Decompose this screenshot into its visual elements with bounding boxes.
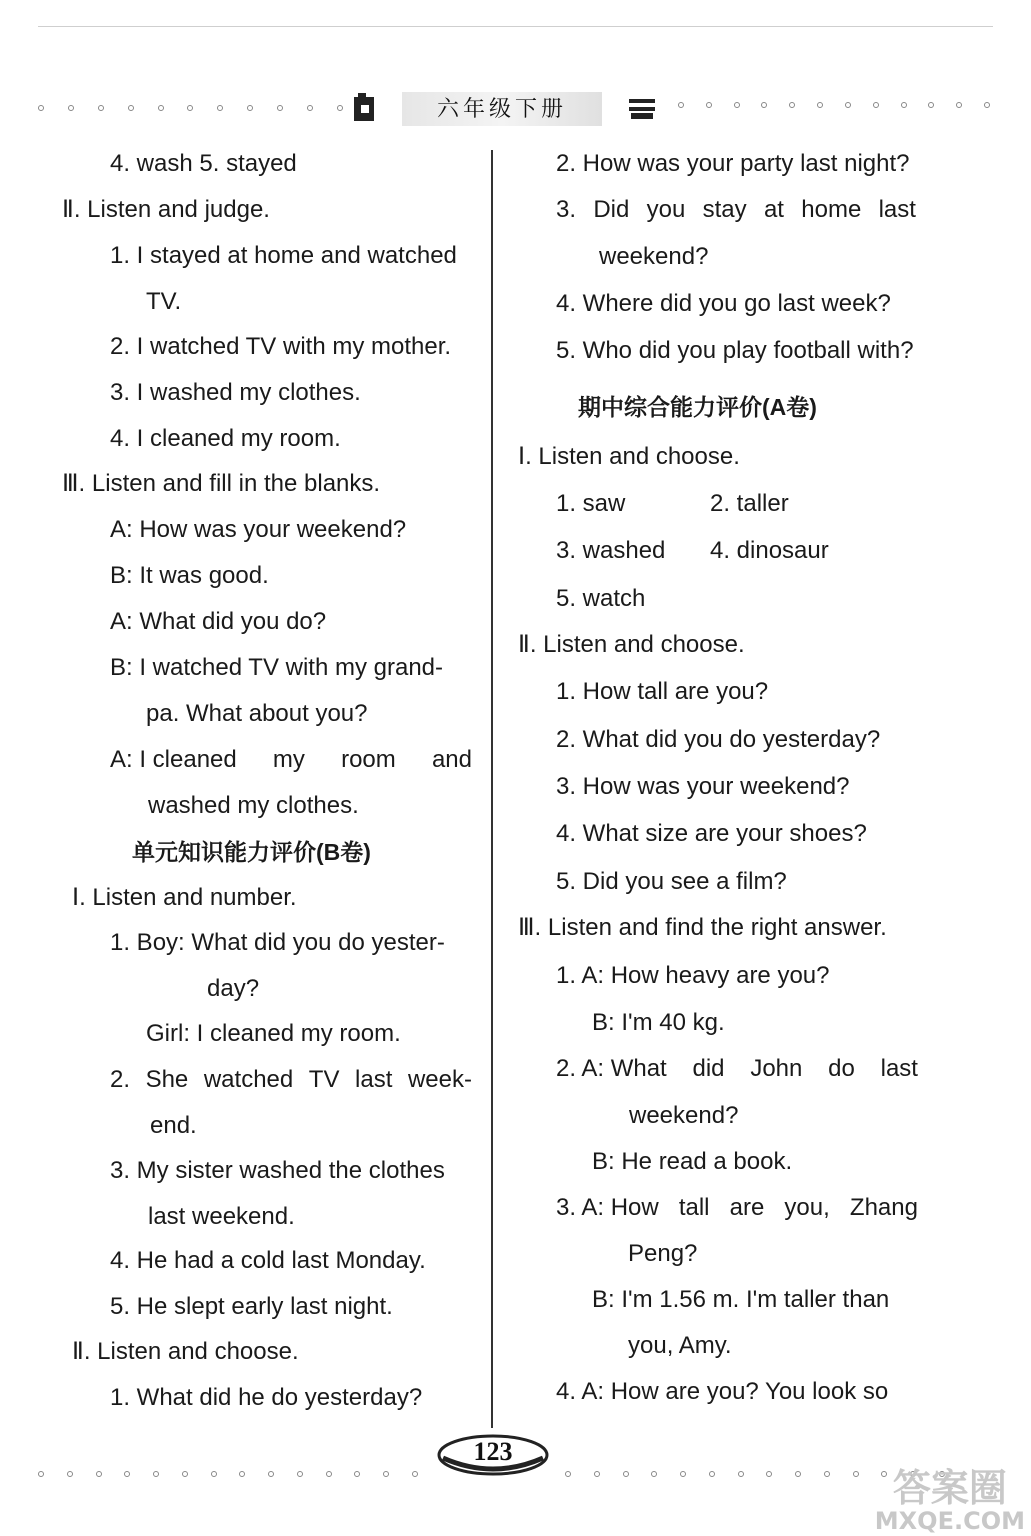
- answer-line: 2. What did you do yesterday?: [556, 726, 881, 753]
- decorative-dot: [354, 1471, 360, 1477]
- decorative-dot: [239, 1471, 245, 1477]
- decorative-dot: [853, 1471, 859, 1477]
- decorative-dot: [307, 105, 313, 111]
- word: and: [431, 746, 472, 773]
- decorative-dot: [128, 105, 134, 111]
- section-heading: Ⅲ. Listen and find the right answer.: [518, 914, 887, 941]
- section-heading: Ⅰ. Listen and choose.: [518, 443, 740, 470]
- decorative-dot: [594, 1471, 600, 1477]
- word: 2.: [110, 1066, 131, 1093]
- word: Did: [593, 196, 630, 223]
- decorative-dot: [211, 1471, 217, 1477]
- answer-line: 3. I washed my clothes.: [110, 379, 361, 406]
- word: John: [750, 1055, 803, 1082]
- decorative-dot: [187, 105, 193, 111]
- dialogue-line: B: I'm 40 kg.: [592, 1009, 725, 1036]
- decorative-dot: [337, 105, 343, 111]
- answer-line: 2. taller: [710, 490, 789, 517]
- dialogue-line: weekend?: [629, 1102, 739, 1129]
- decorative-dot: [845, 102, 851, 108]
- answer-line: 3. How was your weekend?: [556, 773, 850, 800]
- word: you: [646, 196, 686, 223]
- decorative-dot: [277, 105, 283, 111]
- answer-line: 1. Boy: What did you do yester-: [110, 929, 445, 956]
- word: do: [828, 1055, 855, 1082]
- decorative-dot: [789, 102, 795, 108]
- watermark: [875, 1468, 1025, 1534]
- decorative-dot: [38, 1471, 44, 1477]
- decorative-dot: [824, 1471, 830, 1477]
- word: week-: [407, 1066, 472, 1093]
- decorative-dot: [247, 105, 253, 111]
- word: at: [763, 196, 784, 223]
- decorative-dot: [38, 105, 44, 111]
- answer-line: [556, 196, 916, 224]
- decorative-dot: [67, 1471, 73, 1477]
- unit-heading: 单元知识能力评价(B卷): [132, 839, 371, 865]
- section-heading: Ⅱ. Listen and choose.: [518, 631, 745, 658]
- decorative-dot: [565, 1471, 571, 1477]
- decorative-dot: [678, 102, 684, 108]
- dialogue-line: pa. What about you?: [146, 700, 368, 727]
- decorative-dot: [158, 105, 164, 111]
- word: TV: [308, 1066, 340, 1093]
- answer-line: last weekend.: [148, 1203, 295, 1230]
- answer-line: Girl: I cleaned my room.: [146, 1020, 401, 1047]
- decorative-dot: [766, 1471, 772, 1477]
- unit-heading: 期中综合能力评价(A卷): [578, 394, 817, 420]
- word: watched: [203, 1066, 294, 1093]
- dialogue-line: [556, 1194, 918, 1222]
- decorative-dot: [984, 102, 990, 108]
- word: 3.: [556, 196, 577, 223]
- page-number: 123: [473, 1437, 513, 1466]
- footer-dots-left: [38, 1471, 418, 1477]
- decorative-dot: [817, 102, 823, 108]
- word: stay: [702, 196, 747, 223]
- decorative-dot: [217, 105, 223, 111]
- decorative-dot: [182, 1471, 188, 1477]
- decorative-dot: [680, 1471, 686, 1477]
- section-heading: Ⅱ. Listen and choose.: [72, 1338, 299, 1365]
- answer-line: 1. What did he do yesterday?: [110, 1384, 423, 1411]
- decorative-dot: [96, 1471, 102, 1477]
- section-heading: Ⅱ. Listen and judge.: [62, 196, 270, 223]
- dialogue-line: washed my clothes.: [148, 792, 359, 819]
- word: last: [880, 1055, 918, 1082]
- decorative-dot: [623, 1471, 629, 1477]
- decorative-dot: [124, 1471, 130, 1477]
- decorative-dot: [326, 1471, 332, 1477]
- word: are: [729, 1194, 765, 1221]
- word: tall: [678, 1194, 710, 1221]
- dialogue-line: B: It was good.: [110, 562, 269, 589]
- decorative-dot: [651, 1471, 657, 1477]
- decorative-dot: [706, 102, 712, 108]
- decorative-dot: [795, 1471, 801, 1477]
- word: last: [878, 196, 916, 223]
- book-icon: [352, 93, 378, 123]
- dialogue-line: A: How was your weekend?: [110, 516, 407, 543]
- decorative-dot: [709, 1471, 715, 1477]
- decorative-dot: [153, 1471, 159, 1477]
- decorative-dot: [68, 105, 74, 111]
- dialogue-line: you, Amy.: [628, 1332, 732, 1359]
- column-divider: [491, 150, 493, 1428]
- word: Zhang: [849, 1194, 918, 1221]
- answer-line: end.: [150, 1112, 197, 1139]
- dialogue-line: 4. A: How are you? You look so: [556, 1378, 889, 1405]
- decorative-dot: [901, 102, 907, 108]
- tv-icon: [628, 98, 656, 120]
- decorative-dot: [928, 102, 934, 108]
- decorative-dot: [268, 1471, 274, 1477]
- word: room: [341, 746, 396, 773]
- section-heading: Ⅰ. Listen and number.: [72, 884, 297, 911]
- header-dots-right: [678, 102, 990, 108]
- watermark-bottom: MXQE.COM: [874, 1507, 1025, 1535]
- decorative-dot: [873, 102, 879, 108]
- answer-line: weekend?: [599, 243, 709, 270]
- answer-line: 2. I watched TV with my mother.: [110, 333, 452, 360]
- answer-line: 4. wash 5. stayed: [110, 150, 297, 177]
- section-heading: Ⅲ. Listen and fill in the blanks.: [62, 470, 381, 497]
- decorative-dot: [956, 102, 962, 108]
- header-dots-left: [38, 105, 343, 111]
- dialogue-line: B: I watched TV with my grand-: [110, 654, 444, 681]
- header-title: 六年级下册: [402, 92, 602, 126]
- decorative-dot: [412, 1471, 418, 1477]
- answer-line: 5. Who did you play football with?: [556, 337, 914, 364]
- answer-line: 3. washed: [556, 537, 666, 564]
- answer-line: [110, 1066, 472, 1094]
- answer-line: 4. dinosaur: [710, 537, 829, 564]
- dialogue-line: [556, 1055, 918, 1083]
- word: did: [692, 1055, 725, 1082]
- answer-line: TV.: [146, 288, 182, 315]
- dialogue-line: A: What did you do?: [110, 608, 327, 635]
- dialogue-line: Peng?: [628, 1240, 698, 1267]
- decorative-dot: [738, 1471, 744, 1477]
- word: you,: [784, 1194, 830, 1221]
- word: A: I cleaned: [110, 746, 237, 773]
- decorative-dot: [297, 1471, 303, 1477]
- word: home: [801, 196, 862, 223]
- watermark-top: 答案圈: [892, 1466, 1007, 1510]
- decorative-dot: [383, 1471, 389, 1477]
- answer-line: 3. My sister washed the clothes: [110, 1157, 445, 1184]
- answer-line: 1. saw: [556, 490, 626, 517]
- answer-line: 2. How was your party last night?: [556, 150, 910, 177]
- answer-line: 4. He had a cold last Monday.: [110, 1247, 426, 1274]
- dialogue-line: [110, 746, 472, 774]
- answer-line: 4. Where did you go last week?: [556, 290, 891, 317]
- answer-line: 4. What size are your shoes?: [556, 820, 867, 847]
- decorative-dot: [98, 105, 104, 111]
- answer-line: 1. I stayed at home and watched: [110, 242, 457, 269]
- answer-line: 5. He slept early last night.: [110, 1293, 393, 1320]
- word: my: [272, 746, 305, 773]
- dialogue-line: 1. A: How heavy are you?: [556, 962, 830, 989]
- word: 2. A: What: [556, 1055, 667, 1082]
- word: 3. A: How: [556, 1194, 659, 1221]
- answer-line: 5. watch: [556, 585, 646, 612]
- word: last: [355, 1066, 393, 1093]
- decorative-dot: [761, 102, 767, 108]
- decorative-dot: [734, 102, 740, 108]
- top-rule: [38, 26, 993, 27]
- answer-line: 5. Did you see a film?: [556, 868, 787, 895]
- word: She: [145, 1066, 189, 1093]
- dialogue-line: B: I'm 1.56 m. I'm taller than: [592, 1286, 890, 1313]
- dialogue-line: B: He read a book.: [592, 1148, 793, 1175]
- answer-line: day?: [207, 975, 260, 1002]
- answer-line: 1. How tall are you?: [556, 678, 769, 705]
- answer-line: 4. I cleaned my room.: [110, 425, 341, 452]
